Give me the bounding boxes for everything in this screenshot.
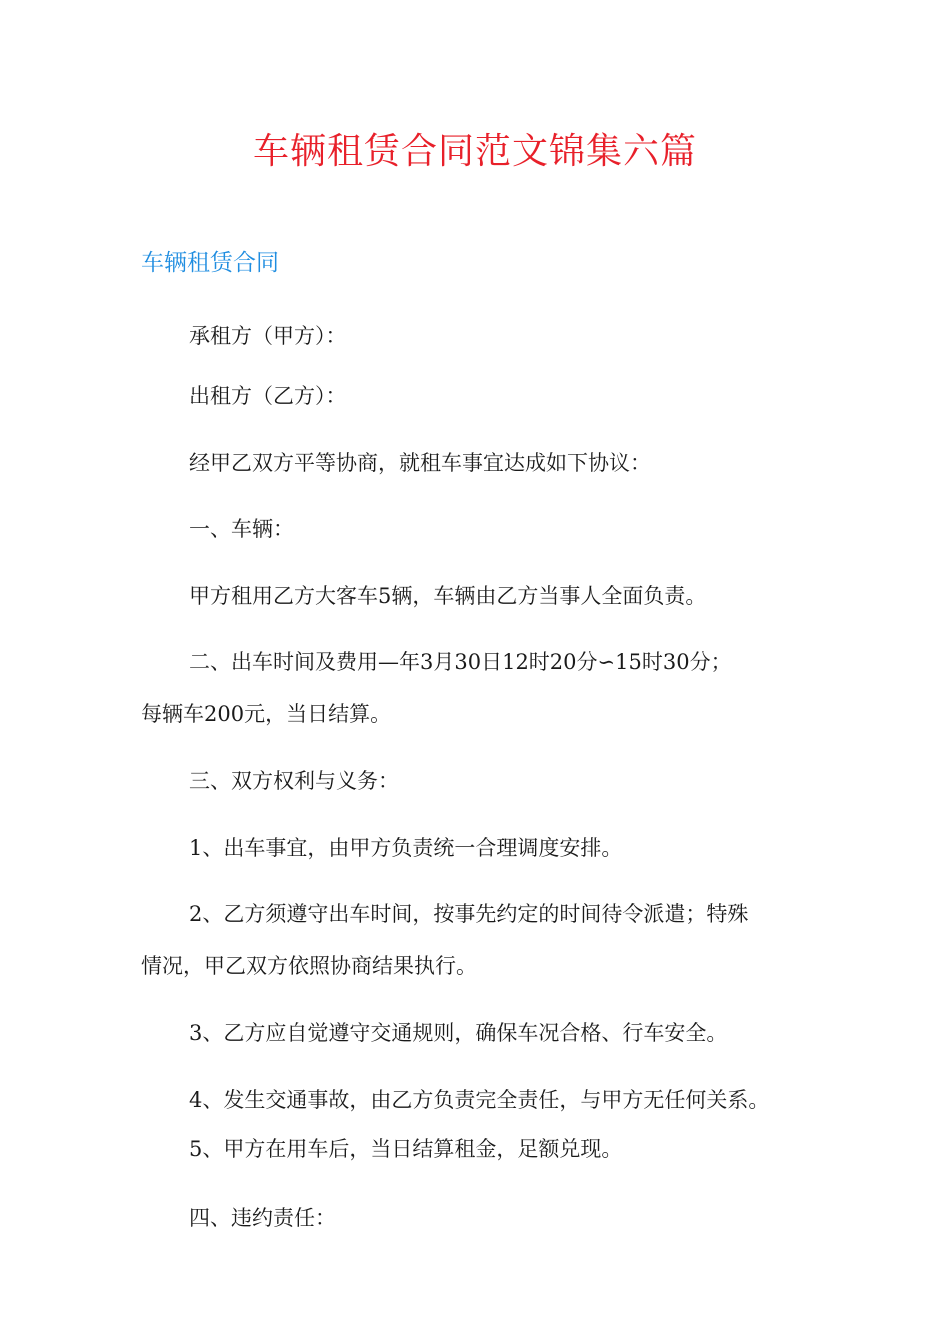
paragraph-item-4: [141, 1074, 879, 1126]
paragraph-item-5: [141, 1123, 879, 1175]
paragraph-lessee: [141, 310, 879, 362]
paragraph-text: 5、甲方在用车后，当日结算租金，足额兑现。: [189, 1137, 623, 1161]
paragraph-text: 甲方租用乙方大客车5辆，车辆由乙方当事人全面负责。: [189, 584, 707, 608]
paragraph-text: 4、发生交通事故，由乙方负责完全责任，与甲方无任何关系。: [189, 1088, 770, 1112]
paragraph-text: 出租方（乙方）：: [189, 384, 347, 408]
paragraph-item-2: [141, 888, 831, 992]
paragraph-clause-2: [141, 636, 831, 740]
paragraph-lessor: [141, 370, 879, 422]
paragraph-item-1: [141, 822, 879, 874]
paragraph-text: 每辆车200元，当日结算。: [141, 702, 392, 726]
paragraph-text: 三、双方权利与义务：: [189, 769, 399, 793]
paragraph-text: 经甲乙双方平等协商，就租车事宜达成如下协议：: [189, 451, 651, 475]
paragraph-text: 四、违约责任：: [189, 1206, 336, 1230]
paragraph-text: 3、乙方应自觉遵守交通规则，确保车况合格、行车安全。: [189, 1021, 728, 1045]
paragraph-clause-3-heading: [141, 755, 879, 807]
paragraph-text: 情况，甲乙双方依照协商结果执行。: [141, 954, 477, 978]
paragraph-text: 承租方（甲方）：: [189, 324, 347, 348]
paragraph-clause-1-heading: [141, 503, 879, 555]
paragraph-text: 二、出车时间及费用—年3月30日12时20分∽15时30分；: [189, 650, 732, 674]
section-heading: 车辆租赁合同: [141, 250, 279, 276]
paragraph-text: 一、车辆：: [189, 517, 294, 541]
document-title: 车辆租赁合同范文锦集六篇: [252, 131, 697, 172]
paragraph-text: 2、乙方须遵守出车时间，按事先约定的时间待令派遣；特殊: [189, 902, 749, 926]
paragraph-clause-4-heading: [141, 1192, 879, 1244]
paragraph-agreement-intro: [141, 437, 879, 489]
paragraph-item-3: [141, 1007, 879, 1059]
paragraph-text: 1、出车事宜，由甲方负责统一合理调度安排。: [189, 836, 623, 860]
paragraph-clause-1-body: [141, 570, 879, 622]
